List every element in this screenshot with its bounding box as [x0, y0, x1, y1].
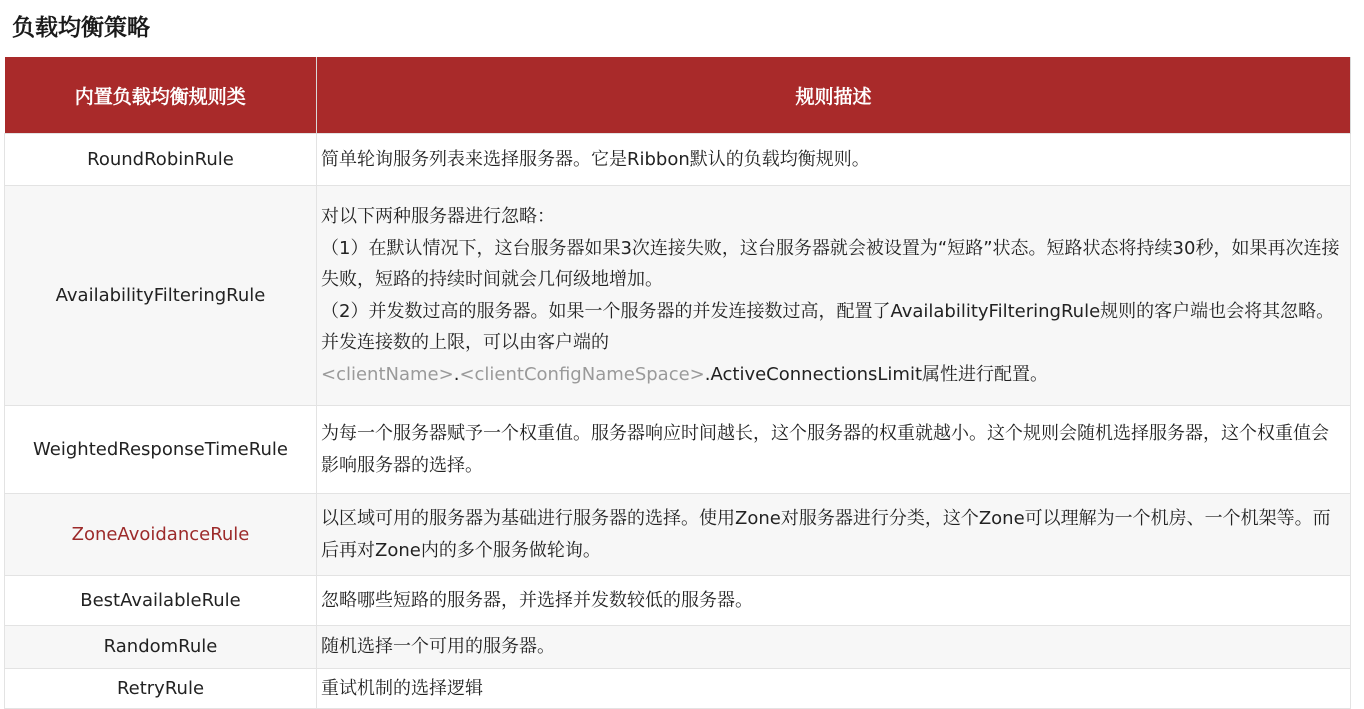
rule-name: ZoneAvoidanceRule: [5, 494, 317, 576]
table-row: [5, 669, 1351, 709]
config-key-line: [321, 359, 1342, 391]
config-key-separator: .: [453, 363, 460, 385]
description-line: 忽略哪些短路的服务器，并选择并发数较低的服务器。: [321, 589, 753, 611]
rule-description: [317, 626, 1351, 669]
table-row: [5, 186, 1351, 406]
column-header-rule-class: 内置负载均衡规则类: [5, 57, 317, 134]
rule-name: RetryRule: [5, 669, 317, 709]
rule-description: [317, 669, 1351, 709]
description-line: 对以下两种服务器进行忽略：: [321, 206, 555, 227]
client-config-namespace-placeholder: <clientConfigNameSpace>: [459, 363, 705, 385]
table-row: [5, 494, 1351, 576]
rule-name: RandomRule: [5, 626, 317, 669]
rule-name: WeightedResponseTimeRule: [5, 406, 317, 494]
description-line: （2）并发数过高的服务器。如果一个服务器的并发连接数过高，配置了AvailabilityFilteringRule规则的客户端也会将其忽略。并发连接数的上限，可以由客户端的: [321, 300, 1335, 353]
table-row: [5, 576, 1351, 626]
rule-description: [317, 406, 1351, 494]
rule-name: RoundRobinRule: [5, 134, 317, 186]
rule-description: [317, 494, 1351, 576]
config-key-suffix: .ActiveConnectionsLimit属性进行配置。: [704, 363, 1049, 385]
column-header-rule-description: 规则描述: [317, 57, 1351, 134]
table-header-row: [5, 57, 1351, 134]
description-line: 为每一个服务器赋予一个权重值。服务器响应时间越长，这个服务器的权重就越小。这个规则会随机选择服务器，这个权重值会影响服务器的选择。: [321, 423, 1329, 476]
rule-name: AvailabilityFilteringRule: [5, 186, 317, 406]
table-row: [5, 406, 1351, 494]
rule-description: [317, 576, 1351, 626]
rule-description: [317, 186, 1351, 406]
description-line: 随机选择一个可用的服务器。: [321, 636, 555, 658]
table-row: [5, 134, 1351, 186]
description-line: 简单轮询服务列表来选择服务器。它是Ribbon默认的负载均衡规则。: [321, 148, 870, 170]
client-name-placeholder: <clientName>: [321, 363, 454, 385]
description-line: 重试机制的选择逻辑: [321, 677, 483, 699]
rule-name: BestAvailableRule: [5, 576, 317, 626]
description-line: （1）在默认情况下，这台服务器如果3次连接失败，这台服务器就会被设置为“短路”状态。短路状态将持续30秒，如果再次连接失败，短路的持续时间就会几何级地增加。: [321, 237, 1340, 290]
load-balancing-rules-table: [4, 57, 1351, 709]
page-title: 负载均衡策略: [12, 15, 150, 41]
description-line: 以区域可用的服务器为基础进行服务器的选择。使用Zone对服务器进行分类，这个Zone可以理解为一个机房、一个机架等。而后再对Zone内的多个服务做轮询。: [321, 508, 1331, 561]
table-row: [5, 626, 1351, 669]
rule-description: [317, 134, 1351, 186]
